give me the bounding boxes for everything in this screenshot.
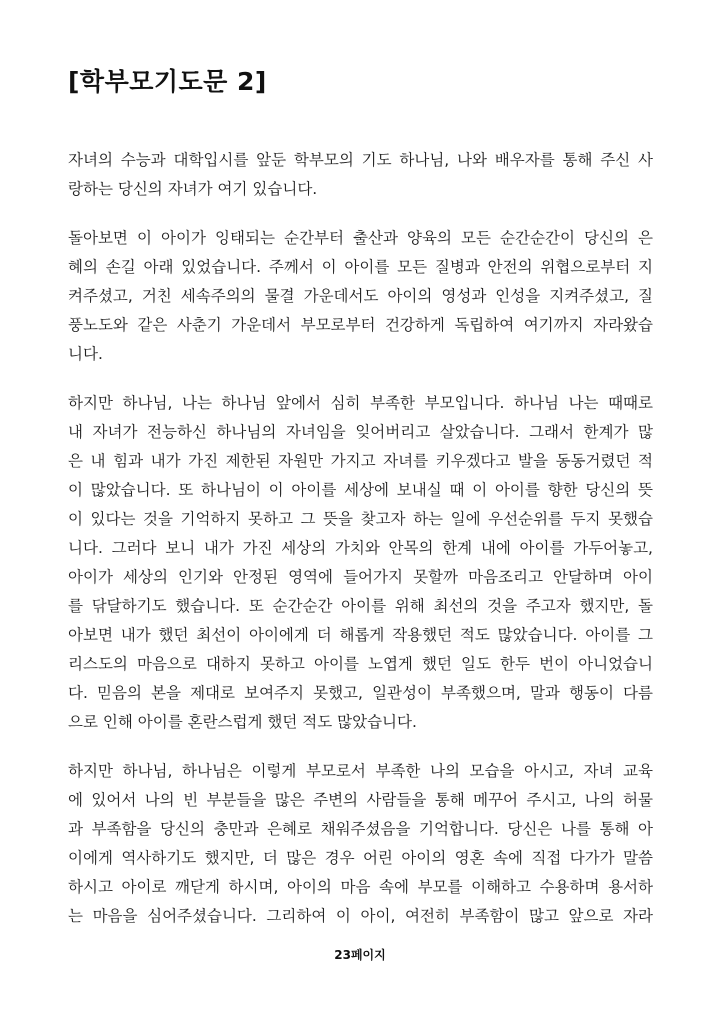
- text-line: 다. 믿음의 본을 제대로 보여주지 못했고, 일관성이 부족했으며, 말과 행동이 다름: [68, 684, 653, 702]
- page-number: 23페이지: [334, 948, 386, 962]
- text-line: 으로 인해 아이를 혼란스럽게 했던 적도 많았습니다.: [68, 713, 417, 731]
- text-line: 켜주셨고, 거친 세속주의의 물결 가운데서도 아이의 영성과 인성을 지켜주셨고, 질: [68, 287, 653, 305]
- paragraph-4: [68, 757, 653, 931]
- text-line: 니다.: [68, 345, 103, 363]
- text-line: 돌아보면 이 아이가 잉태되는 순간부터 출산과 양육의 모든 순간순간이 당신의 은: [68, 229, 653, 247]
- text-line: 는 마음을 심어주셨습니다. 그리하여 이 아이, 여전히 부족함이 많고 앞으로 자라: [68, 907, 653, 925]
- text-line: 이 많았습니다. 또 하나님이 이 아이를 세상에 보내실 때 이 아이를 향한 당신의 뜻: [68, 481, 653, 499]
- text-line: 혜의 손길 아래 있었습니다. 주께서 이 아이를 모든 질병과 안전의 위협으로부터 지: [68, 258, 653, 276]
- text-line: 하지만 하나님, 나는 하나님 앞에서 심히 부족한 부모입니다. 하나님 나는 때때로: [68, 394, 653, 412]
- document-title: [학부모기도문 2]: [68, 67, 267, 96]
- text-line: 은 내 힘과 내가 가진 제한된 자원만 가지고 자녀를 키우겠다고 발을 동동거렸던 적: [68, 452, 653, 470]
- text-line: 풍노도와 같은 사춘기 가운데서 부모로부터 건강하게 독립하여 여기까지 자라왔습: [68, 316, 653, 334]
- text-line: 자녀의 수능과 대학입시를 앞둔 학부모의 기도 하나님, 나와 배우자를 통해 주신 사: [68, 151, 653, 169]
- document-body: [68, 146, 653, 951]
- text-line: 를 닦달하기도 했습니다. 또 순간순간 아이를 위해 최선의 것을 주고자 했지만, 돌: [68, 597, 653, 615]
- text-line: 하시고 아이로 깨닫게 하시며, 아이의 마음 속에 부모를 이해하고 수용하며 용서하: [68, 878, 653, 896]
- text-line: 니다. 그러다 보니 내가 가진 세상의 가치와 안목의 한계 내에 아이를 가두어놓고,: [68, 539, 653, 557]
- text-line: 에 있어서 나의 빈 부분들을 많은 주변의 사람들을 통해 메꾸어 주시고, 나의 허물: [68, 791, 653, 809]
- paragraph-2: [68, 224, 653, 369]
- text-line: 이에게 역사하기도 했지만, 더 많은 경우 어린 아이의 영혼 속에 직접 다가가 말씀: [68, 849, 653, 867]
- text-line: 내 자녀가 전능하신 하나님의 자녀임을 잊어버리고 살았습니다. 그래서 한계가 많: [68, 423, 653, 441]
- paragraph-3: [68, 389, 653, 737]
- text-line: 리스도의 마음으로 대하지 못하고 아이를 노엽게 했던 일도 한두 번이 아니었습니: [68, 655, 653, 673]
- text-line: 과 부족함을 당신의 충만과 은혜로 채워주셨음을 기억합니다. 당신은 나를 통해 아: [68, 820, 653, 838]
- paragraph-1: [68, 146, 653, 204]
- text-line: 랑하는 당신의 자녀가 여기 있습니다.: [68, 180, 318, 198]
- text-line: 하지만 하나님, 하나님은 이렇게 부모로서 부족한 나의 모습을 아시고, 자녀 교육: [68, 762, 653, 780]
- text-line: 이 있다는 것을 기억하지 못하고 그 뜻을 찾고자 하는 일에 우선순위를 두지 못했습: [68, 510, 653, 528]
- text-line: 아보면 내가 했던 최선이 아이에게 더 해롭게 작용했던 적도 많았습니다. 아이를 그: [68, 626, 653, 644]
- text-line: 아이가 세상의 인기와 안정된 영역에 들어가지 못할까 마음조리고 안달하며 아이: [68, 568, 653, 586]
